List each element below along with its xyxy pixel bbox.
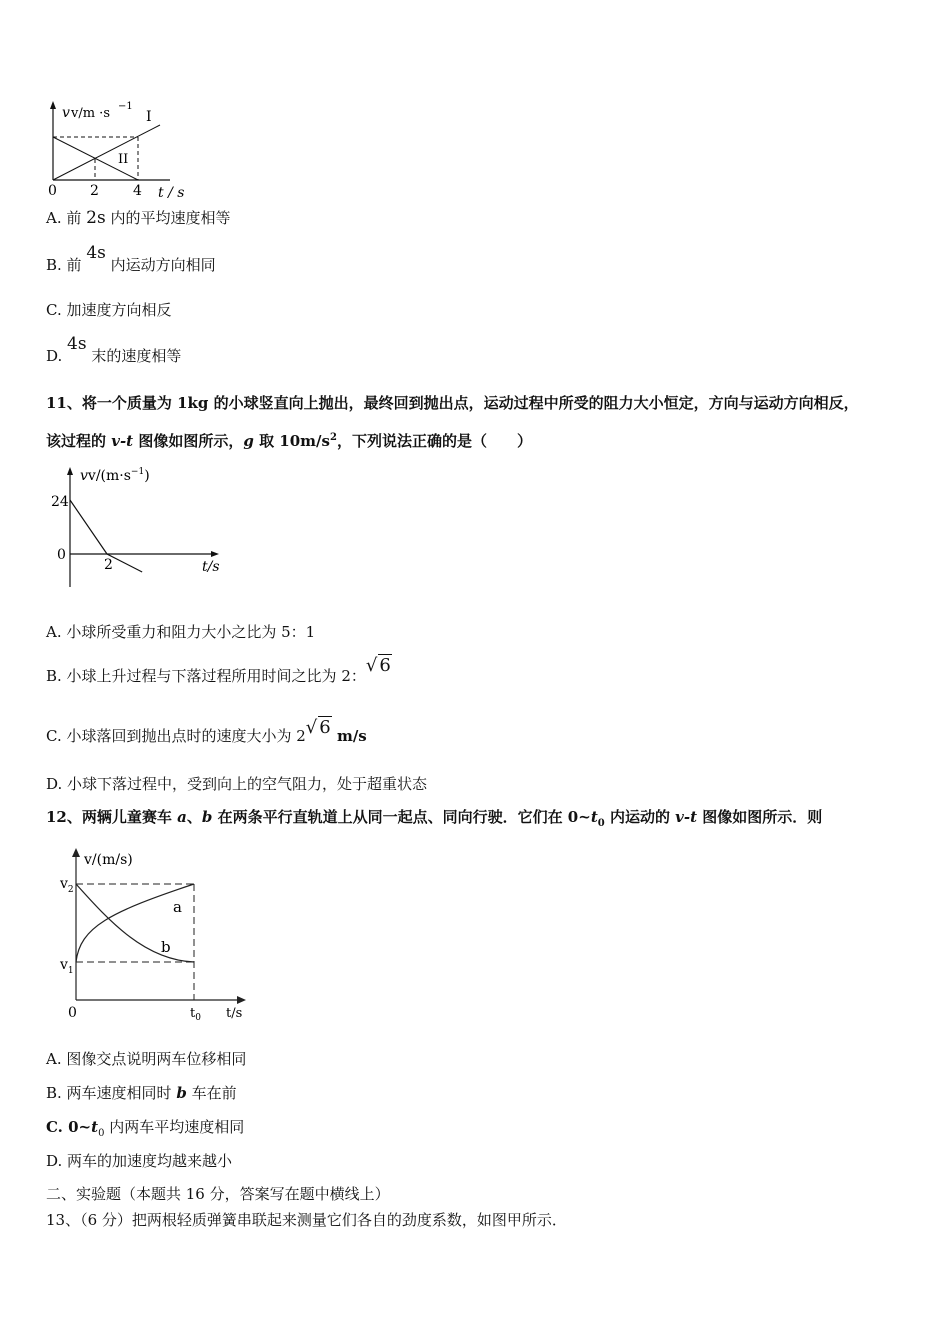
q11-option-b: B. 小球上升过程与下落过程所用时间之比为 2：√ 6 <box>46 655 391 685</box>
q12-label-v1: $v_1$ <box>60 957 74 976</box>
q12-label-b: b <box>161 938 171 956</box>
q11-option-a: A. 小球所受重力和阻力大小之比为 5：1 <box>46 623 316 641</box>
q12-stem: 12、两辆儿童赛车 a、b 在两条平行直轨道上从同一起点、同向行驶．它们在 $0\sim t_0$ 内运动的 v-t 图像如图所示．则 <box>46 808 823 829</box>
section-heading: 二、实验题（本题共 16 分，答案写在题中横线上） <box>46 1185 390 1203</box>
q12-curve-b <box>76 884 194 962</box>
q11-xlabel: t/s <box>202 559 220 575</box>
q11-option-c: C. 小球落回到抛出点时的速度大小为 2√ 6 m/s <box>46 717 367 745</box>
q12-label-v2: $v_2$ <box>60 876 74 895</box>
svg-text:v/m ·s: v/m ·s <box>71 106 110 121</box>
q12-label-a: a <box>173 898 182 916</box>
q10-ylabel: v <box>62 105 70 121</box>
q12-vt-graph <box>50 842 260 1027</box>
q12-option-c: C. $0\sim t_0$ 内两车平均速度相同 <box>46 1118 245 1139</box>
q10-vt-graph <box>40 95 200 205</box>
q11-ytick-24: 24 <box>51 494 69 510</box>
q12-origin: 0 <box>68 1005 77 1021</box>
q12-curve-a <box>76 884 194 962</box>
q10-xlabel: t / s <box>158 185 185 201</box>
q10-option-d: D. 4s 末的速度相等 <box>46 334 182 365</box>
q11-ytick-0: 0 <box>57 547 66 563</box>
q10-option-a: A. 前 2s 内的平均速度相等 <box>46 208 231 228</box>
svg-text:4: 4 <box>133 183 142 199</box>
q10-option-c: C. 加速度方向相反 <box>46 301 172 319</box>
q12-option-a: A. 图像交点说明两车位移相同 <box>46 1050 247 1068</box>
q11-xtick-2: 2 <box>104 557 113 573</box>
q11-stem-line1: 11、将一个质量为 1kg 的小球竖直向上抛出，最终回到抛出点，运动过程中所受的阻力大小恒定，方向与运动方向相反， <box>46 394 859 412</box>
q10-label-I: I <box>146 109 152 125</box>
q11-option-d: D. 小球下落过程中，受到向上的空气阻力，处于超重状态 <box>46 775 428 793</box>
q10-option-b: B. 前 4s 内运动方向相同 <box>46 243 216 274</box>
q12-ylabel: v/(m/s) <box>84 852 133 868</box>
svg-text:0: 0 <box>48 183 57 199</box>
svg-text:2: 2 <box>90 183 99 199</box>
q10-label-II: II <box>118 152 129 167</box>
q12-t0: $t_0$ <box>190 1006 201 1023</box>
q11-ylabel: $vv/(m\cdot s^{-1})$ <box>80 467 150 484</box>
q11-vt-graph <box>44 462 234 592</box>
svg-text:−1: −1 <box>118 101 133 112</box>
q13-stem: 13、（6 分）把两根轻质弹簧串联起来测量它们各自的劲度系数，如图甲所示． <box>46 1211 567 1229</box>
q12-option-b: B. 两车速度相同时 b 车在前 <box>46 1084 237 1102</box>
q11-stem-line2: 该过程的 v-t 图像如图所示，g 取 $10m/s^2$，下列说法正确的是（ ） <box>46 432 532 450</box>
q12-xlabel: t/s <box>226 1006 243 1021</box>
q12-option-d: D. 两车的加速度均越来越小 <box>46 1152 233 1170</box>
